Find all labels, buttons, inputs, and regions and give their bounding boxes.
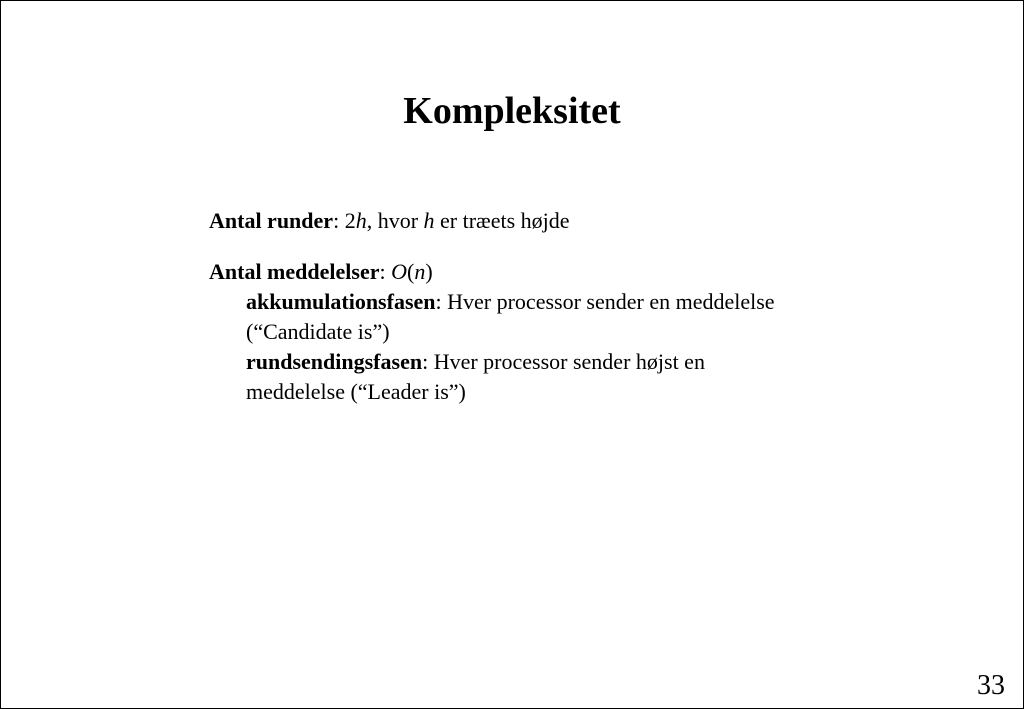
messages-line <box>209 257 909 287</box>
phase2-line2: meddelelse (“Leader is”) <box>246 379 466 404</box>
page-number: 33 <box>977 670 1005 701</box>
messages-paren-close: ) <box>425 259 433 284</box>
phase2-label: rundsendingsfasen <box>246 349 423 374</box>
slide-title: Kompleksitet <box>403 90 621 132</box>
rounds-var-h: h <box>355 208 367 233</box>
phase1-item <box>209 287 909 347</box>
rounds-label: Antal runder <box>209 208 334 233</box>
rounds-colon: : <box>333 208 345 233</box>
slide-content <box>209 206 909 407</box>
messages-label: Antal meddelelser <box>209 259 380 284</box>
rounds-rest: er træets højde <box>434 208 570 233</box>
messages-var-n: n <box>414 259 426 284</box>
phase2-item <box>209 347 909 407</box>
rounds-line <box>209 206 909 236</box>
rounds-var-h2: h <box>423 208 435 233</box>
messages-block <box>209 257 909 407</box>
messages-paren-open: ( <box>406 259 415 284</box>
phase1-label: akkumulationsfasen <box>246 289 436 314</box>
rounds-num: 2 <box>344 208 356 233</box>
messages-big-o: O <box>391 259 407 284</box>
phase2-line1 <box>246 347 909 377</box>
phase2-text: : Hver processor sender højst en <box>422 349 705 374</box>
phase1-line1 <box>246 287 909 317</box>
phase1-text: : Hver processor sender en meddelelse <box>435 289 775 314</box>
rounds-mid: , hvor <box>366 208 424 233</box>
phase1-line2: (“Candidate is”) <box>246 319 390 344</box>
messages-colon: : <box>379 259 392 284</box>
